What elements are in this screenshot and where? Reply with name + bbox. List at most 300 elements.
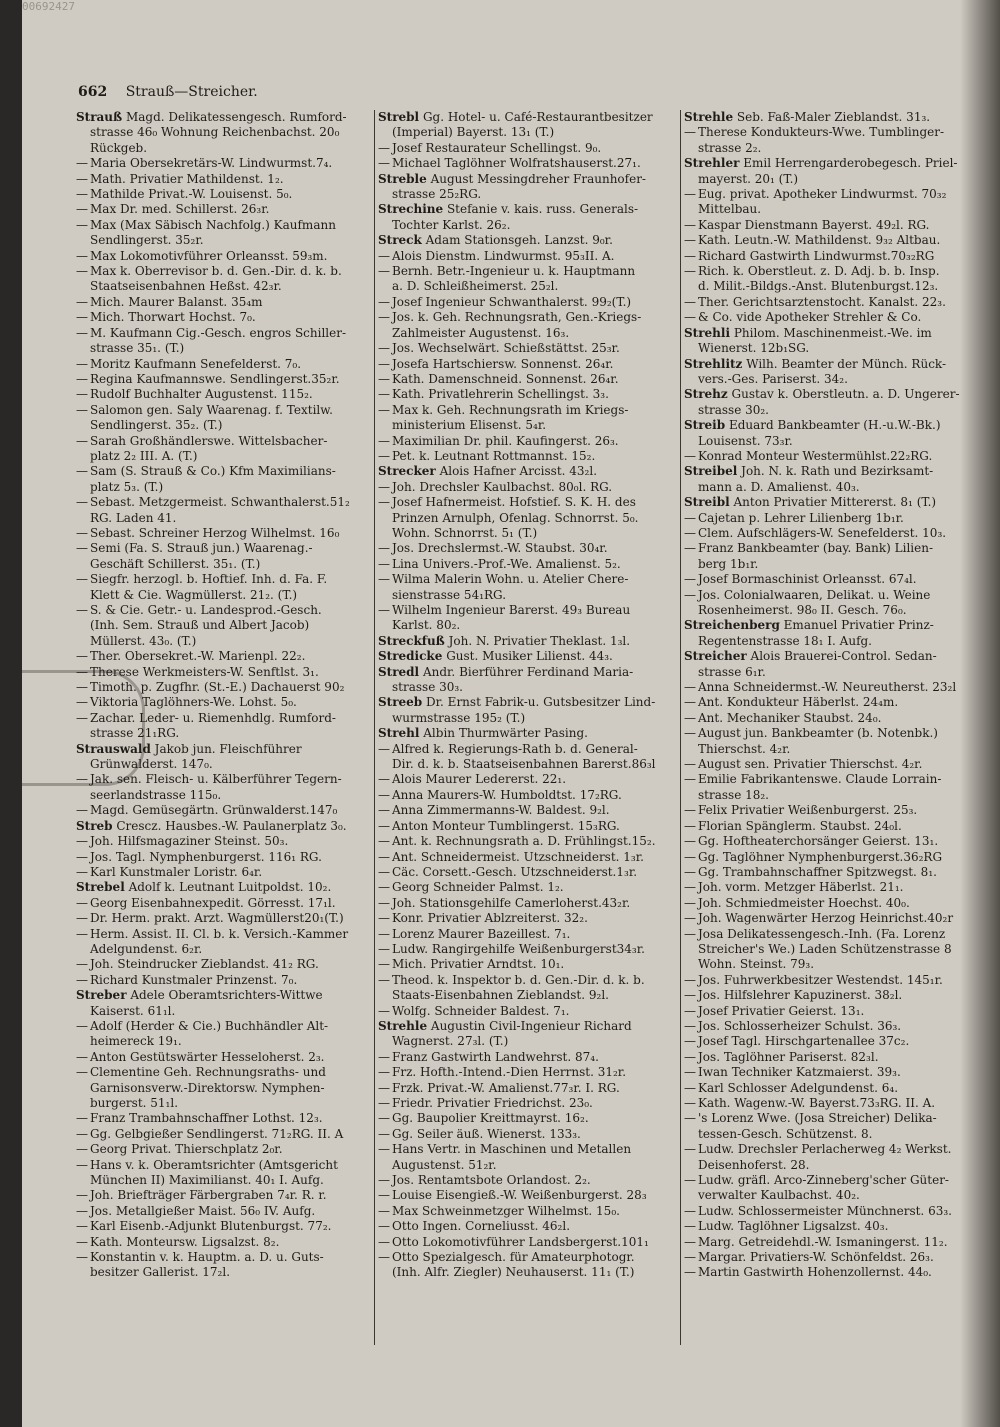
ditto-dash: — bbox=[684, 1034, 696, 1049]
sub-entry bbox=[684, 218, 984, 233]
ditto-dash: — bbox=[378, 1111, 390, 1126]
sub-entry bbox=[378, 911, 680, 926]
surname-entry bbox=[378, 665, 680, 680]
surname-entry bbox=[684, 156, 984, 171]
sub-entry bbox=[378, 480, 680, 495]
ditto-dash: — bbox=[76, 680, 88, 695]
sub-entry bbox=[76, 680, 376, 695]
sub-entry bbox=[76, 665, 376, 680]
entry-continuation: burgerst. 51₁l. bbox=[90, 1096, 179, 1110]
sub-entry bbox=[378, 541, 680, 556]
entry-continuation: Kaiserst. 61₁l. bbox=[90, 1003, 176, 1018]
sub-entry bbox=[76, 572, 376, 587]
surname-entry bbox=[76, 110, 376, 125]
sub-entry bbox=[684, 511, 984, 526]
surname: Streeb bbox=[378, 695, 423, 710]
ditto-dash: — bbox=[684, 972, 696, 987]
entry-text: Konrad Monteur Westermühlst.22₂RG. bbox=[698, 448, 933, 463]
sub-entry bbox=[684, 1142, 984, 1157]
entry-text: Joh. vorm. Metzger Häberlst. 21₁. bbox=[698, 880, 904, 895]
sub-entry bbox=[378, 819, 680, 834]
entry-text: Therese Kondukteurs-Wwe. Tumblinger- bbox=[698, 125, 945, 140]
entry-text: Wilh. Beamter der Münch. Rück- bbox=[742, 356, 947, 371]
sub-entry bbox=[684, 850, 984, 865]
ditto-dash: — bbox=[76, 864, 88, 879]
ditto-dash: — bbox=[76, 664, 88, 679]
entry-continuation: verwalter Kaulbachst. 40₂. bbox=[698, 1188, 860, 1203]
sub-entry bbox=[76, 526, 376, 541]
sub-entry bbox=[76, 357, 376, 372]
ditto-dash: — bbox=[684, 988, 696, 1003]
sub-entry bbox=[684, 772, 984, 787]
entry-text: Seb. Faß-Maler Zieblandst. 31₃. bbox=[733, 110, 931, 124]
sub-entry bbox=[684, 295, 984, 310]
surname-entry bbox=[684, 464, 984, 479]
entry-text: Clem. Aufschlägers-W. Senefelderst. 10₃. bbox=[698, 525, 947, 540]
entry-text: Joh. Schmiedmeister Hoechst. 40₀. bbox=[698, 895, 910, 910]
entry-text: Magd. Delikatessengesch. Rumford- bbox=[122, 110, 347, 124]
sub-entry bbox=[76, 403, 376, 418]
sub-entry bbox=[378, 264, 680, 279]
sub-entry bbox=[76, 464, 376, 479]
sub-entry bbox=[684, 988, 984, 1003]
entry-text: Richard Kunstmaler Prinzenst. 7₀. bbox=[90, 972, 298, 987]
ditto-dash: — bbox=[684, 880, 696, 895]
entry-text: Anna Schneidermst.-W. Neureutherst. 23₂l bbox=[698, 680, 957, 695]
entry-continuation: Rückgeb. bbox=[90, 140, 148, 155]
entry-text: Alois Hafner Arcisst. 43₂l. bbox=[435, 464, 598, 479]
entry-text: M. Kaufmann Cig.-Gesch. engros Schiller- bbox=[90, 325, 347, 340]
surname: Strecker bbox=[378, 464, 436, 479]
ditto-dash: — bbox=[378, 741, 390, 756]
entry-continuation: Sendlingerst. 35₂r. bbox=[90, 233, 204, 248]
ditto-dash: — bbox=[684, 803, 696, 818]
entry-continuation: RG. Laden 41. bbox=[90, 510, 177, 525]
ditto-dash: — bbox=[378, 603, 390, 617]
sub-entry bbox=[76, 372, 376, 387]
sub-entry bbox=[76, 865, 376, 880]
sub-entry bbox=[684, 264, 984, 279]
entry-text: Emanuel Privatier Prinz- bbox=[779, 618, 934, 633]
surname-entry bbox=[684, 618, 984, 633]
entry-continuation: (Inh. Alfr. Ziegler) Neuhauserst. 11₁ (T.) bbox=[392, 1265, 635, 1280]
entry-text: Wolfg. Schneider Baldest. 7₁. bbox=[392, 1003, 570, 1018]
ditto-dash: — bbox=[378, 849, 390, 864]
ditto-dash: — bbox=[684, 1265, 696, 1280]
ditto-dash: — bbox=[684, 248, 696, 263]
ditto-dash: — bbox=[378, 294, 390, 309]
ditto-dash: — bbox=[378, 479, 390, 494]
ditto-dash: — bbox=[684, 1049, 696, 1064]
ditto-dash: — bbox=[378, 541, 390, 556]
entry-continuation: Prinzen Arnulph, Ofenlag. Schnorrst. 5₀. bbox=[392, 510, 639, 525]
entry-text: Joh. Hilfsmagaziner Steinst. 50₃. bbox=[90, 834, 289, 849]
sub-entry bbox=[76, 649, 376, 664]
entry-continuation: strasse 6₁r. bbox=[698, 664, 766, 679]
sub-entry bbox=[76, 495, 376, 510]
ditto-dash: — bbox=[684, 1003, 696, 1018]
surname: Streibl bbox=[684, 495, 730, 510]
column-3 bbox=[684, 110, 984, 1281]
sub-entry bbox=[76, 249, 376, 264]
entry-text: Franz Bankbeamter (bay. Bank) Lilien- bbox=[698, 541, 934, 556]
sub-entry bbox=[684, 233, 984, 248]
ditto-dash: — bbox=[76, 772, 88, 787]
ditto-dash: — bbox=[684, 849, 696, 864]
entry-continuation: wurmstrasse 195₂ (T.) bbox=[392, 710, 526, 725]
entry-continuation: platz 2₂ III. A. (T.) bbox=[90, 448, 198, 463]
ditto-dash: — bbox=[684, 510, 696, 525]
sub-entry bbox=[378, 495, 680, 510]
sub-entry bbox=[684, 1219, 984, 1234]
surname: Streble bbox=[378, 171, 427, 186]
entry-continuation: strasse 30₂. bbox=[698, 402, 769, 417]
entry-text: Maximilian Dr. phil. Kaufingerst. 26₃. bbox=[392, 433, 619, 448]
entry-text: Salomon gen. Saly Waarenag. f. Textilw. bbox=[90, 402, 333, 417]
entry-continuation: Wohn. Schnorrst. 5₁ (T.) bbox=[392, 525, 538, 540]
entry-text: Wilhelm Ingenieur Barerst. 49₃ Bureau bbox=[392, 603, 631, 617]
entry-text: Wilma Malerin Wohn. u. Atelier Chere- bbox=[392, 572, 629, 587]
sub-entry bbox=[684, 757, 984, 772]
entry-text: Kath. Leutn.-W. Mathildenst. 9₃₂ Altbau. bbox=[698, 233, 941, 248]
surname: Stredl bbox=[378, 664, 420, 679]
surname-entry bbox=[378, 464, 680, 479]
ditto-dash: — bbox=[76, 1203, 88, 1218]
entry-text: Ant. Kondukteur Häberlst. 24₄m. bbox=[698, 695, 899, 710]
entry-text: Stefanie v. kais. russ. Generals- bbox=[443, 202, 639, 217]
ditto-dash: — bbox=[378, 402, 390, 417]
surname-entry bbox=[76, 880, 376, 895]
ditto-dash: — bbox=[378, 448, 390, 463]
sub-entry bbox=[76, 264, 376, 279]
entry-text: Kaspar Dienstmann Bayerst. 49₂l. RG. bbox=[698, 217, 930, 232]
ditto-dash: — bbox=[76, 156, 88, 171]
entry-continuation: platz 5₃. (T.) bbox=[90, 479, 164, 494]
sub-entry bbox=[684, 834, 984, 849]
ditto-dash: — bbox=[378, 264, 390, 279]
entry-continuation: sienstrasse 54₁RG. bbox=[392, 587, 507, 602]
sub-entry bbox=[684, 449, 984, 464]
sub-entry bbox=[378, 1188, 680, 1203]
entry-text: Max k. Geh. Rechnungsrath im Kriegs- bbox=[392, 402, 629, 417]
entry-text: Adam Stationsgeh. Lanzst. 9₀r. bbox=[421, 233, 613, 248]
entry-text: Max (Max Säbisch Nachfolg.) Kaufmann bbox=[90, 217, 336, 232]
entry-text: Alois Dienstm. Lindwurmst. 95₃II. A. bbox=[392, 248, 615, 263]
entry-text: Jos. Drechslermst.-W. Staubst. 30₄r. bbox=[392, 541, 608, 556]
sub-entry bbox=[378, 803, 680, 818]
sub-entry bbox=[684, 1173, 984, 1188]
sub-entry bbox=[76, 973, 376, 988]
sub-entry bbox=[378, 1127, 680, 1142]
entry-text: Maria Obersekretärs-W. Lindwurmst.7₄. bbox=[90, 156, 333, 171]
ditto-dash: — bbox=[684, 217, 696, 232]
sub-entry bbox=[76, 772, 376, 787]
entry-continuation: Deisenhoferst. 28. bbox=[698, 1157, 810, 1172]
ditto-dash: — bbox=[684, 1219, 696, 1234]
ditto-dash: — bbox=[684, 710, 696, 725]
ditto-dash: — bbox=[378, 1203, 390, 1218]
entry-text: Josefa Hartschiersw. Sonnenst. 26₄r. bbox=[392, 356, 614, 371]
entry-continuation: Garnisonsverw.-Direktorsw. Nymphen- bbox=[90, 1080, 325, 1095]
ditto-dash: — bbox=[76, 171, 88, 186]
sub-entry bbox=[76, 911, 376, 926]
sub-entry bbox=[684, 526, 984, 541]
ditto-dash: — bbox=[76, 387, 88, 402]
surname: Streichenberg bbox=[684, 618, 780, 633]
entry-text: Sarah Großhändlerswe. Wittelsbacher- bbox=[90, 433, 328, 448]
entry-text: Franz Trambahnschaffner Lothst. 12₃. bbox=[90, 1111, 323, 1126]
entry-text: Kath. Wagenw.-W. Bayerst.73₃RG. II. A. bbox=[698, 1096, 936, 1110]
entry-text: Eug. privat. Apotheker Lindwurmst. 70₃₂ bbox=[698, 187, 947, 202]
surname: Strehle bbox=[378, 1018, 428, 1033]
entry-continuation: (Inh. Sem. Strauß und Albert Jacob) bbox=[90, 618, 310, 633]
sub-entry bbox=[378, 1065, 680, 1080]
entry-text: Rudolf Buchhalter Augustenst. 115₂. bbox=[90, 387, 313, 402]
sub-entry bbox=[684, 1081, 984, 1096]
entry-continuation: Regentenstrasse 18₁ I. Aufg. bbox=[698, 633, 872, 648]
entry-continuation: besitzer Gallerist. 17₂l. bbox=[90, 1265, 231, 1280]
sub-entry bbox=[378, 1173, 680, 1188]
sub-entry bbox=[76, 541, 376, 556]
ditto-dash: — bbox=[378, 1219, 390, 1234]
entry-continuation: Sendlingerst. 35₂. (T.) bbox=[90, 418, 223, 433]
entry-text: Jos. Metallgießer Maist. 56₀ IV. Aufg. bbox=[90, 1203, 316, 1218]
surname-entry bbox=[76, 742, 376, 757]
sub-entry bbox=[378, 156, 680, 171]
ditto-dash: — bbox=[76, 1018, 88, 1033]
sub-entry bbox=[76, 803, 376, 818]
surname-entry bbox=[378, 110, 680, 125]
ditto-dash: — bbox=[378, 941, 390, 956]
ditto-dash: — bbox=[378, 787, 390, 802]
ditto-dash: — bbox=[684, 680, 696, 695]
entry-text: Adolf k. Leutnant Luitpoldst. 10₂. bbox=[124, 880, 332, 895]
sub-entry bbox=[378, 249, 680, 264]
ditto-dash: — bbox=[378, 572, 390, 587]
ditto-dash: — bbox=[684, 895, 696, 910]
sub-entry bbox=[378, 403, 680, 418]
entry-text: Lorenz Maurer Bazeillest. 7₁. bbox=[392, 926, 571, 941]
entry-text: Rich. k. Oberstleut. z. D. Adj. b. b. Insp. bbox=[698, 264, 940, 279]
surname: Strehler bbox=[684, 156, 740, 171]
entry-text: Moritz Kaufmann Senefelderst. 7₀. bbox=[90, 356, 302, 371]
ditto-dash: — bbox=[684, 233, 696, 248]
entry-continuation: Geschäft Schillerst. 35₁. (T.) bbox=[90, 556, 261, 571]
entry-text: Karl Eisenb.-Adjunkt Blutenburgst. 77₂. bbox=[90, 1219, 332, 1234]
surname: Strauß bbox=[76, 110, 123, 124]
entry-continuation: ministerium Elisenst. 5₄r. bbox=[392, 418, 547, 433]
ditto-dash: — bbox=[76, 1049, 88, 1064]
ditto-dash: — bbox=[76, 603, 88, 617]
entry-text: Joh. Drechsler Kaulbachst. 80₀l. RG. bbox=[392, 479, 613, 494]
sub-entry bbox=[76, 1158, 376, 1173]
entry-text: Max Dr. med. Schillerst. 26₃r. bbox=[90, 202, 270, 217]
entry-continuation: Streicher's We.) Laden Schützenstrasse 8 bbox=[698, 941, 952, 956]
sub-entry bbox=[684, 1065, 984, 1080]
ditto-dash: — bbox=[684, 1250, 696, 1265]
entry-text: Mich. Privatier Arndtst. 10₁. bbox=[392, 957, 565, 972]
ditto-dash: — bbox=[76, 1157, 88, 1172]
ditto-dash: — bbox=[76, 1188, 88, 1203]
entry-text: Zachar. Leder- u. Riemenhdlg. Rumford- bbox=[90, 710, 336, 725]
surname-entry bbox=[378, 695, 680, 710]
entry-continuation: Klett & Cie. Wagmüllerst. 21₂. (T.) bbox=[90, 587, 298, 602]
entry-text: Crescz. Hausbes.-W. Paulanerplatz 3₀. bbox=[112, 818, 347, 833]
entry-text: Georg Schneider Palmst. 1₂. bbox=[392, 880, 564, 895]
sub-entry bbox=[684, 1111, 984, 1126]
entry-continuation: d. Milit.-Bildgs.-Anst. Blutenburgst.12₃. bbox=[698, 279, 939, 294]
entry-text: Adele Oberamtsrichters-Wittwe bbox=[126, 988, 323, 1003]
sub-entry bbox=[378, 1111, 680, 1126]
entry-text: Sam (S. Strauß & Co.) Kfm Maximilians- bbox=[90, 464, 336, 479]
ditto-dash: — bbox=[684, 864, 696, 879]
entry-text: Joh. Stationsgehilfe Camerloherst.43₂r. bbox=[392, 895, 631, 910]
entry-text: Gg. Seiler äuß. Wienerst. 133₃. bbox=[392, 1126, 581, 1141]
sub-entry bbox=[684, 680, 984, 695]
entry-text: Ant. Schneidermeist. Utzschneiderst. 1₃r. bbox=[392, 849, 644, 864]
surname-entry bbox=[684, 326, 984, 341]
entry-text: Anna Zimmermanns-W. Baldest. 9₂l. bbox=[392, 803, 610, 818]
entry-text: Bernh. Betr.-Ingenieur u. k. Hauptmann bbox=[392, 264, 636, 279]
sub-entry bbox=[378, 141, 680, 156]
sub-entry bbox=[378, 387, 680, 402]
entry-continuation: strasse 25₂RG. bbox=[392, 187, 482, 202]
ditto-dash: — bbox=[684, 525, 696, 540]
ditto-dash: — bbox=[76, 895, 88, 910]
entry-text: Joh. N. Privatier Theklast. 1₃l. bbox=[444, 633, 631, 648]
surname: Strauswald bbox=[76, 741, 151, 756]
sub-entry bbox=[76, 156, 376, 171]
entry-text: Jos. Tagl. Nymphenburgerst. 116₁ RG. bbox=[90, 849, 322, 864]
entry-text: Otto Ingen. Corneliusst. 46₂l. bbox=[392, 1219, 571, 1234]
sub-entry bbox=[76, 1050, 376, 1065]
ditto-dash: — bbox=[378, 834, 390, 849]
ditto-dash: — bbox=[76, 1111, 88, 1126]
entry-continuation: Wohn. Steinst. 79₃. bbox=[698, 957, 815, 972]
entry-text: Math. Privatier Mathildenst. 1₂. bbox=[90, 171, 284, 186]
sub-entry bbox=[684, 927, 984, 942]
ditto-dash: — bbox=[684, 1096, 696, 1110]
entry-text: Emilie Fabrikantenswe. Claude Lorrain- bbox=[698, 772, 942, 787]
ditto-dash: — bbox=[378, 556, 390, 571]
entry-text: Jos. Rentamtsbote Orlandost. 2₂. bbox=[392, 1173, 591, 1188]
entry-text: Iwan Techniker Katzmaierst. 39₃. bbox=[698, 1065, 901, 1080]
ditto-dash: — bbox=[684, 1203, 696, 1218]
entry-text: Josef Ingenieur Schwanthalerst. 99₂(T.) bbox=[392, 294, 632, 309]
sub-entry bbox=[378, 341, 680, 356]
sub-entry bbox=[378, 357, 680, 372]
entry-continuation: Mittelbau. bbox=[698, 202, 762, 217]
ditto-dash: — bbox=[684, 695, 696, 710]
entry-continuation: a. D. Schleißheimerst. 25₂l. bbox=[392, 279, 559, 294]
entry-text: Joh. Wagenwärter Herzog Heinrichst.40₂r bbox=[698, 911, 954, 926]
entry-text: Gg. Baupolier Kreittmayrst. 16₂. bbox=[392, 1111, 589, 1126]
sub-entry bbox=[378, 772, 680, 787]
sub-entry bbox=[378, 742, 680, 757]
entry-continuation: strasse 46₀ Wohnung Reichenbachst. 20₀ bbox=[90, 125, 340, 140]
ditto-dash: — bbox=[684, 926, 696, 941]
sub-entry bbox=[378, 788, 680, 803]
ditto-dash: — bbox=[76, 1126, 88, 1141]
sub-entry bbox=[76, 957, 376, 972]
sub-entry bbox=[684, 1096, 984, 1111]
entry-text: Lina Univers.-Prof.-We. Amalienst. 5₂. bbox=[392, 556, 621, 571]
entry-text: Konstantin v. k. Hauptm. a. D. u. Guts- bbox=[90, 1250, 324, 1265]
ditto-dash: — bbox=[684, 1173, 696, 1188]
sub-entry bbox=[378, 310, 680, 325]
entry-text: Jos. Hilfslehrer Kapuzinerst. 38₂l. bbox=[698, 988, 903, 1003]
entry-text: Anton Gestütswärter Hesseloherst. 2₃. bbox=[90, 1049, 325, 1064]
entry-text: Ludw. Schlossermeister Münchnerst. 63₃. bbox=[698, 1203, 952, 1218]
entry-text: Frz. Hofth.-Intend.-Dien Herrnst. 31₂r. bbox=[392, 1065, 627, 1080]
ditto-dash: — bbox=[684, 541, 696, 556]
entry-text: Cajetan p. Lehrer Lilienberg 1b₁r. bbox=[698, 510, 904, 525]
ditto-dash: — bbox=[76, 202, 88, 217]
sub-entry bbox=[378, 372, 680, 387]
sub-entry bbox=[76, 1127, 376, 1142]
entry-text: Frzk. Privat.-W. Amalienst.77₃r. I. RG. bbox=[392, 1080, 620, 1095]
sub-entry bbox=[378, 834, 680, 849]
ditto-dash: — bbox=[378, 310, 390, 325]
sub-entry bbox=[684, 726, 984, 741]
entry-text: Georg Privat. Thierschplatz 2₀r. bbox=[90, 1142, 283, 1157]
ditto-dash: — bbox=[684, 757, 696, 772]
entry-text: August jun. Bankbeamter (b. Notenbk.) bbox=[698, 726, 938, 741]
ditto-dash: — bbox=[76, 849, 88, 864]
ditto-dash: — bbox=[76, 957, 88, 972]
entry-text: Ludw. Taglöhner Ligsalzst. 40₃. bbox=[698, 1219, 889, 1234]
entry-text: Margar. Privatiers-W. Schönfeldst. 26₃. bbox=[698, 1250, 934, 1265]
entry-text: Ant. Mechaniker Staubst. 24₀. bbox=[698, 710, 882, 725]
entry-text: Albin Thurmwärter Pasing. bbox=[419, 726, 588, 741]
surname-entry bbox=[684, 495, 984, 510]
column-2 bbox=[378, 110, 680, 1281]
entry-continuation: München II) Maximilianst. 40₁ I. Aufg. bbox=[90, 1173, 324, 1188]
ditto-dash: — bbox=[378, 140, 390, 155]
entry-continuation: Adelgundenst. 6₂r. bbox=[90, 941, 203, 956]
sub-entry bbox=[684, 1250, 984, 1265]
ditto-dash: — bbox=[76, 433, 88, 448]
entry-continuation: vers.-Ges. Pariserst. 34₂. bbox=[698, 371, 848, 386]
entry-text: Ludw. gräfl. Arco-Zinneberg'scher Güter- bbox=[698, 1173, 949, 1188]
ditto-dash: — bbox=[76, 371, 88, 386]
entry-text: Anton Privatier Mittererst. 8₁ (T.) bbox=[729, 495, 937, 510]
entry-text: Theod. k. Inspektor b. d. Gen.-Dir. d. k. b. bbox=[392, 972, 645, 987]
surname-entry bbox=[684, 418, 984, 433]
entry-text: Dr. Herm. prakt. Arzt. Wagmüllerst20₁(T.) bbox=[90, 911, 344, 926]
entry-text: Joh. Briefträger Färbergraben 7₄r. R. r. bbox=[90, 1188, 327, 1203]
ditto-dash: — bbox=[378, 772, 390, 787]
ditto-dash: — bbox=[76, 248, 88, 263]
sub-entry bbox=[684, 310, 984, 325]
sub-entry bbox=[76, 434, 376, 449]
entry-text: Ther. Obersekret.-W. Marienpl. 22₂. bbox=[90, 649, 306, 664]
entry-text: Max Schweinmetzger Wilhelmst. 15₀. bbox=[392, 1203, 620, 1218]
sub-entry bbox=[684, 973, 984, 988]
ditto-dash: — bbox=[378, 433, 390, 448]
ditto-dash: — bbox=[684, 448, 696, 463]
ditto-dash: — bbox=[76, 356, 88, 371]
entry-text: Josef Tagl. Hirschgartenallee 37c₂. bbox=[698, 1034, 910, 1049]
ditto-dash: — bbox=[378, 1065, 390, 1080]
sub-entry bbox=[684, 1019, 984, 1034]
entry-text: Kath. Monteursw. Ligsalzst. 8₂. bbox=[90, 1234, 280, 1249]
entry-continuation: strasse 18₂. bbox=[698, 787, 769, 802]
entry-text: Kath. Damenschneid. Sonnenst. 26₄r. bbox=[392, 371, 619, 386]
entry-text: Pet. k. Leutnant Rottmannst. 15₂. bbox=[392, 448, 596, 463]
sub-entry bbox=[378, 572, 680, 587]
surname: Strehl bbox=[378, 726, 420, 741]
